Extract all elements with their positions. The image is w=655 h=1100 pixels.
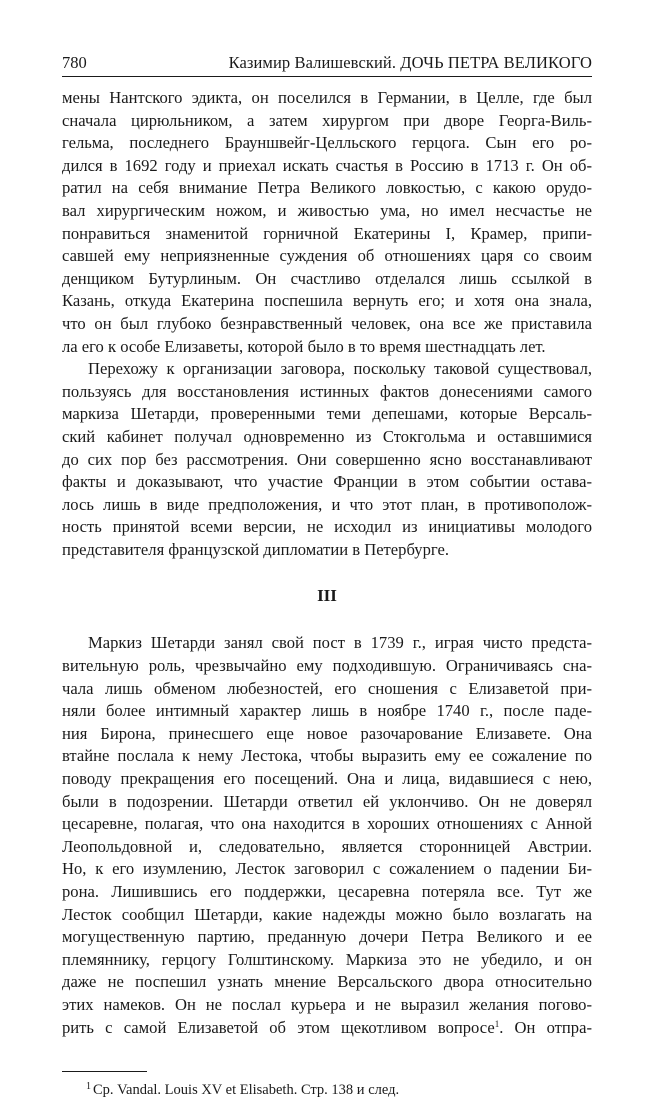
text-line: вал хирургическим ножом, и живостью ума, но имел несчастье не: [62, 200, 592, 220]
text-line: ратил на себя внимание Петра Великого ловкостью, с какою орудо-: [62, 178, 592, 198]
text-line: Казань, откуда Екатерина поспешила вернуть его; и хотя она знала,: [62, 291, 592, 311]
text-line-with-footnote-ref: [62, 1017, 592, 1040]
text-line: Лесток сообщил Шетарди, какие надежды можно было возлагать на: [62, 904, 592, 924]
text-line: ния Бирона, принесшего еще новое разочарование Елизавете. Она: [62, 723, 592, 743]
footnote-divider: [62, 1071, 147, 1072]
text-line: гельма, последнего Брауншвейг-Целльского герцога. Сын его ро-: [62, 133, 592, 153]
text-line: даже не поспешил узнать мнение Версальского двора относительно: [62, 972, 592, 992]
text-line: маркиза Шетарди, проверенными теми депешами, которые Версаль-: [62, 404, 592, 424]
text-line: вительную роль, чрезвычайно ему подходившую. Ограничиваясь сна-: [62, 656, 592, 676]
text-line: Маркиз Шетарди занял свой пост в 1739 г., играя чисто предста-: [88, 633, 592, 653]
text-line: сначала цирюльником, а затем хирургом при дворе Георга-Виль-: [62, 110, 592, 130]
book-page: [62, 52, 592, 1100]
text-line: этих намеков. Он не послал курьера и не выразил желания погово-: [62, 994, 592, 1014]
text-line: мены Нантского эдикта, он поселился в Германии, в Целле, где был: [62, 88, 592, 107]
text-line: до сих пор без рассмотрения. Они совершенно ясно восстанавливают: [62, 449, 592, 469]
text-line: понравиться знаменитой горничной Екатерины I, Крамер, припи-: [62, 223, 592, 243]
text-line: цесаревне, полагая, что она находится в хороших отношениях с Анной: [62, 814, 592, 834]
text-line: могущественную партию, преданную дочери Петра Великого и ее: [62, 927, 592, 947]
section-heading: III: [317, 586, 337, 606]
paragraph-1: [62, 87, 592, 358]
footnote-number: 1: [86, 1081, 91, 1093]
text-span: . Он отпра-: [499, 1017, 592, 1037]
text-line: няли более интимный характер лишь в ноябре 1740 г., после паде-: [62, 701, 592, 721]
text-line: Но, к его изумлению, Лесток заговорил с сожалением о падении Би-: [62, 859, 592, 879]
text-line: Перехожу к организации заговора, поскольку таковой существовал,: [88, 359, 592, 379]
paragraph-3: [62, 632, 592, 1039]
text-line: савшей ему неприязненные суждения об отношениях царя со своим: [62, 246, 592, 266]
text-line: пользуясь для восстановления истинных фактов донесениями самого: [62, 381, 592, 401]
text-line: были в подозрении. Шетарди ответил ей уклончиво. Он не доверял: [62, 791, 592, 811]
page-number: 780: [62, 53, 87, 72]
text-span: рить с самой Елизаветой об этом щекотливом вопросе: [62, 1017, 495, 1037]
text-line: лось лишь в виде предположения, и что этот план, в противополож-: [62, 494, 592, 514]
text-line: ский кабинет получал одновременно из Стокгольма и оставшимися: [62, 426, 592, 446]
text-line: факты и доказывают, что участие Франции в этом событии остава-: [62, 472, 592, 492]
running-head: [62, 52, 592, 77]
text-line: рона. Лишившись его поддержки, цесаревна потеряла все. Тут же: [62, 882, 592, 901]
text-line: Леопольдовной и, следовательно, является сторонницей Австрии.: [62, 836, 592, 856]
text-line: денщиком Бутурлиным. Он счастливо отделался лишь ссылкой в: [62, 268, 592, 288]
text-line: племяннику, герцогу Голштинскому. Маркиза это не убедило, и он: [62, 949, 592, 969]
paragraph-2: [62, 358, 592, 561]
footnote-text: Ср. Vandal. Louis XV et Elisabeth. Стр. 138 и след.: [93, 1082, 400, 1099]
text-line: ла его к особе Елизаветы, которой было в то время шестнадцать лет.: [62, 336, 546, 356]
running-title: Казимир Валишевский. ДОЧЬ ПЕТРА ВЕЛИКОГО: [228, 53, 592, 72]
footnote: [62, 1080, 592, 1100]
text-line: поводу прекращения его посещений. Она и лица, видавшиеся с нею,: [62, 769, 592, 789]
text-line: чала лишь обменом любезностей, его сношения с Елизаветой при-: [62, 678, 592, 698]
text-line: что он был глубоко безнравственный человек, она все же приставила: [62, 313, 592, 333]
text-line: представителя французской дипломатии в Петербурге.: [62, 539, 449, 559]
text-line: дился в 1692 году и приехал искать счастья в Россию в 1713 г. Он об-: [62, 155, 592, 175]
footnote-reference[interactable]: 1: [494, 1018, 500, 1029]
text-line: ность принятой всеми версии, не исходил из инициативы молодого: [62, 517, 592, 537]
text-line: втайне послала к нему Лестока, чтобы выразить ему ее сожаление по: [62, 746, 592, 766]
